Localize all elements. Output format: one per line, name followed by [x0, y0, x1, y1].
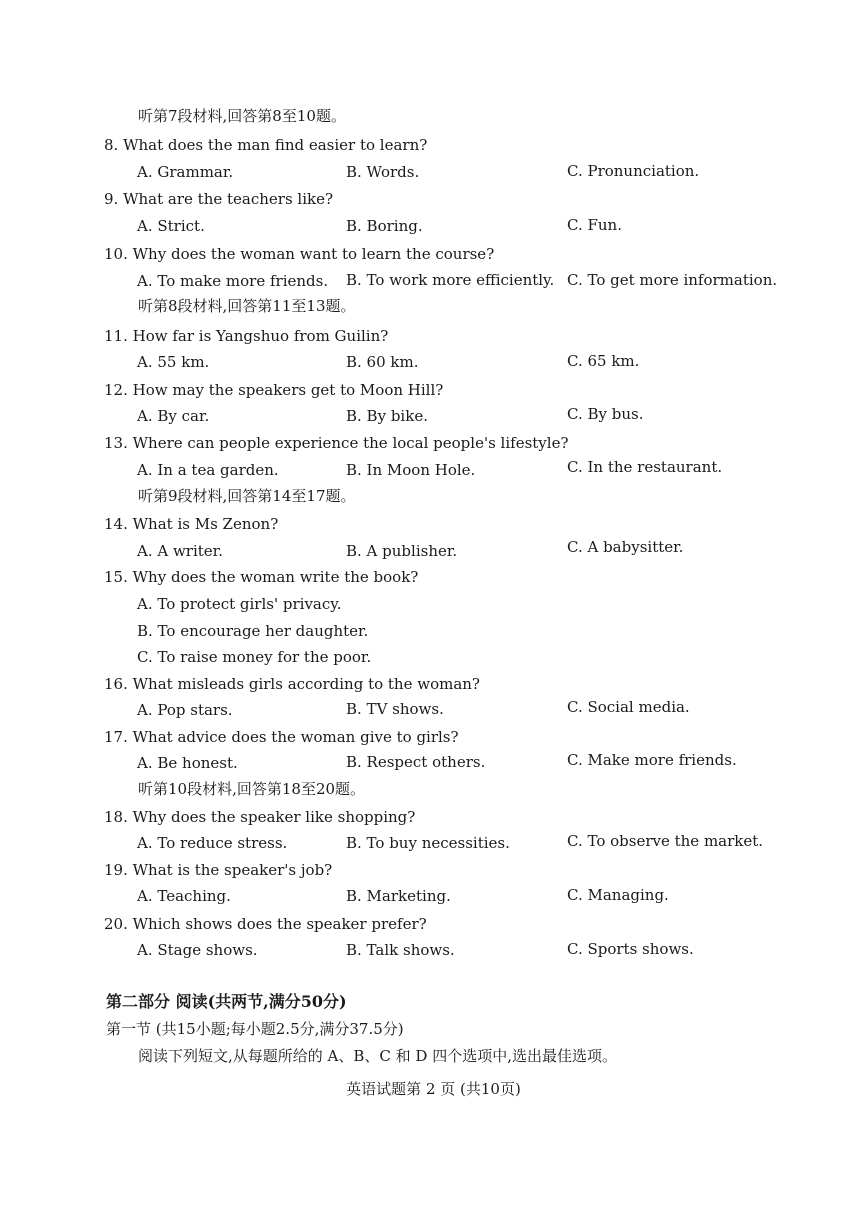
question-text: What are the teachers like?: [123, 190, 334, 208]
question-number: 13.: [104, 434, 128, 452]
question-number: 12.: [104, 381, 128, 399]
question-17: [104, 727, 459, 747]
part2-heading: 第二部分 阅读(共两节,满分50分): [106, 992, 347, 1011]
option-b: B. Talk shows.: [346, 941, 455, 959]
question-text: What misleads girls according to the woman?: [132, 675, 480, 693]
option-b: B. Marketing.: [346, 887, 451, 905]
option-a: A. To protect girls' privacy.: [137, 595, 342, 613]
question-number: 20.: [104, 915, 128, 933]
option-a: A. To reduce stress.: [137, 834, 288, 852]
question-15: [104, 567, 418, 587]
option-a: A. By car.: [137, 407, 210, 425]
option-c: C. A babysitter.: [567, 538, 684, 556]
option-a: A. 55 km.: [137, 353, 210, 371]
option-b: B. To encourage her daughter.: [137, 622, 369, 640]
question-number: 16.: [104, 675, 128, 693]
question-number: 9.: [104, 190, 119, 208]
question-text: How may the speakers get to Moon Hill?: [132, 381, 444, 399]
option-c: C. Sports shows.: [567, 940, 694, 958]
option-a: A. Grammar.: [137, 163, 234, 181]
option-b: B. Words.: [346, 163, 420, 181]
question-9: [104, 189, 333, 209]
option-b: B. TV shows.: [346, 700, 444, 718]
option-b: B. A publisher.: [346, 542, 458, 560]
part2-instruction: 阅读下列短文,从每题所给的 A、B、C 和 D 四个选项中,选出最佳选项。: [138, 1047, 617, 1065]
option-b: B. 60 km.: [346, 353, 419, 371]
question-number: 14.: [104, 515, 128, 533]
question-20: [104, 914, 427, 934]
question-19: [104, 860, 332, 880]
question-text: What advice does the woman give to girls?: [132, 728, 459, 746]
option-c: C. Social media.: [567, 698, 690, 716]
option-c: C. Managing.: [567, 886, 669, 904]
section-intro-7: 听第7段材料,回答第8至10题。: [138, 107, 346, 125]
option-b: B. By bike.: [346, 407, 428, 425]
option-a: A. Stage shows.: [137, 941, 258, 959]
question-text: Where can people experience the local people's lifestyle?: [132, 434, 569, 452]
option-a: A. Strict.: [137, 217, 205, 235]
option-c: C. By bus.: [567, 405, 644, 423]
section-intro-8: 听第8段材料,回答第11至13题。: [138, 297, 356, 315]
option-c: C. In the restaurant.: [567, 458, 723, 476]
option-b: B. To buy necessities.: [346, 834, 510, 852]
option-b: B. In Moon Hole.: [346, 461, 476, 479]
question-18: [104, 807, 415, 827]
question-number: 10.: [104, 245, 128, 263]
question-13: [104, 433, 569, 453]
question-number: 8.: [104, 136, 119, 154]
option-b: B. To work more efficiently.: [346, 271, 555, 289]
option-c: C. Fun.: [567, 216, 622, 234]
section-intro-9: 听第9段材料,回答第14至17题。: [138, 487, 356, 505]
question-text: Why does the woman want to learn the course?: [132, 245, 495, 263]
option-c: C. Pronunciation.: [567, 162, 700, 180]
question-text: Which shows does the speaker prefer?: [132, 915, 427, 933]
option-a: A. To make more friends.: [137, 272, 329, 290]
question-number: 18.: [104, 808, 128, 826]
question-10: [104, 244, 494, 264]
question-text: What is Ms Zenon?: [132, 515, 279, 533]
option-c: C. To raise money for the poor.: [137, 648, 372, 666]
option-c: C. To get more information.: [567, 271, 778, 289]
question-number: 11.: [104, 327, 128, 345]
option-c: C. Make more friends.: [567, 751, 737, 769]
option-a: A. Be honest.: [137, 754, 238, 772]
question-11: [104, 326, 388, 346]
option-a: A. Pop stars.: [137, 701, 233, 719]
question-text: What does the man find easier to learn?: [123, 136, 428, 154]
option-b: B. Respect others.: [346, 753, 486, 771]
question-12: [104, 380, 443, 400]
option-a: A. A writer.: [137, 542, 223, 560]
question-text: Why does the woman write the book?: [132, 568, 419, 586]
question-16: [104, 674, 480, 694]
question-number: 15.: [104, 568, 128, 586]
question-number: 19.: [104, 861, 128, 879]
option-a: A. Teaching.: [137, 887, 231, 905]
question-text: How far is Yangshuo from Guilin?: [132, 327, 389, 345]
option-b: B. Boring.: [346, 217, 423, 235]
page-footer: 英语试题第 2 页 (共10页): [346, 1080, 521, 1098]
question-14: [104, 514, 278, 534]
question-text: Why does the speaker like shopping?: [132, 808, 416, 826]
part2-section-heading: 第一节 (共15小题;每小题2.5分,满分37.5分): [106, 1020, 404, 1038]
option-c: C. To observe the market.: [567, 832, 764, 850]
question-text: What is the speaker's job?: [132, 861, 333, 879]
option-a: A. In a tea garden.: [137, 461, 279, 479]
section-intro-10: 听第10段材料,回答第18至20题。: [138, 780, 366, 798]
question-number: 17.: [104, 728, 128, 746]
option-c: C. 65 km.: [567, 352, 640, 370]
question-8: [104, 135, 427, 155]
